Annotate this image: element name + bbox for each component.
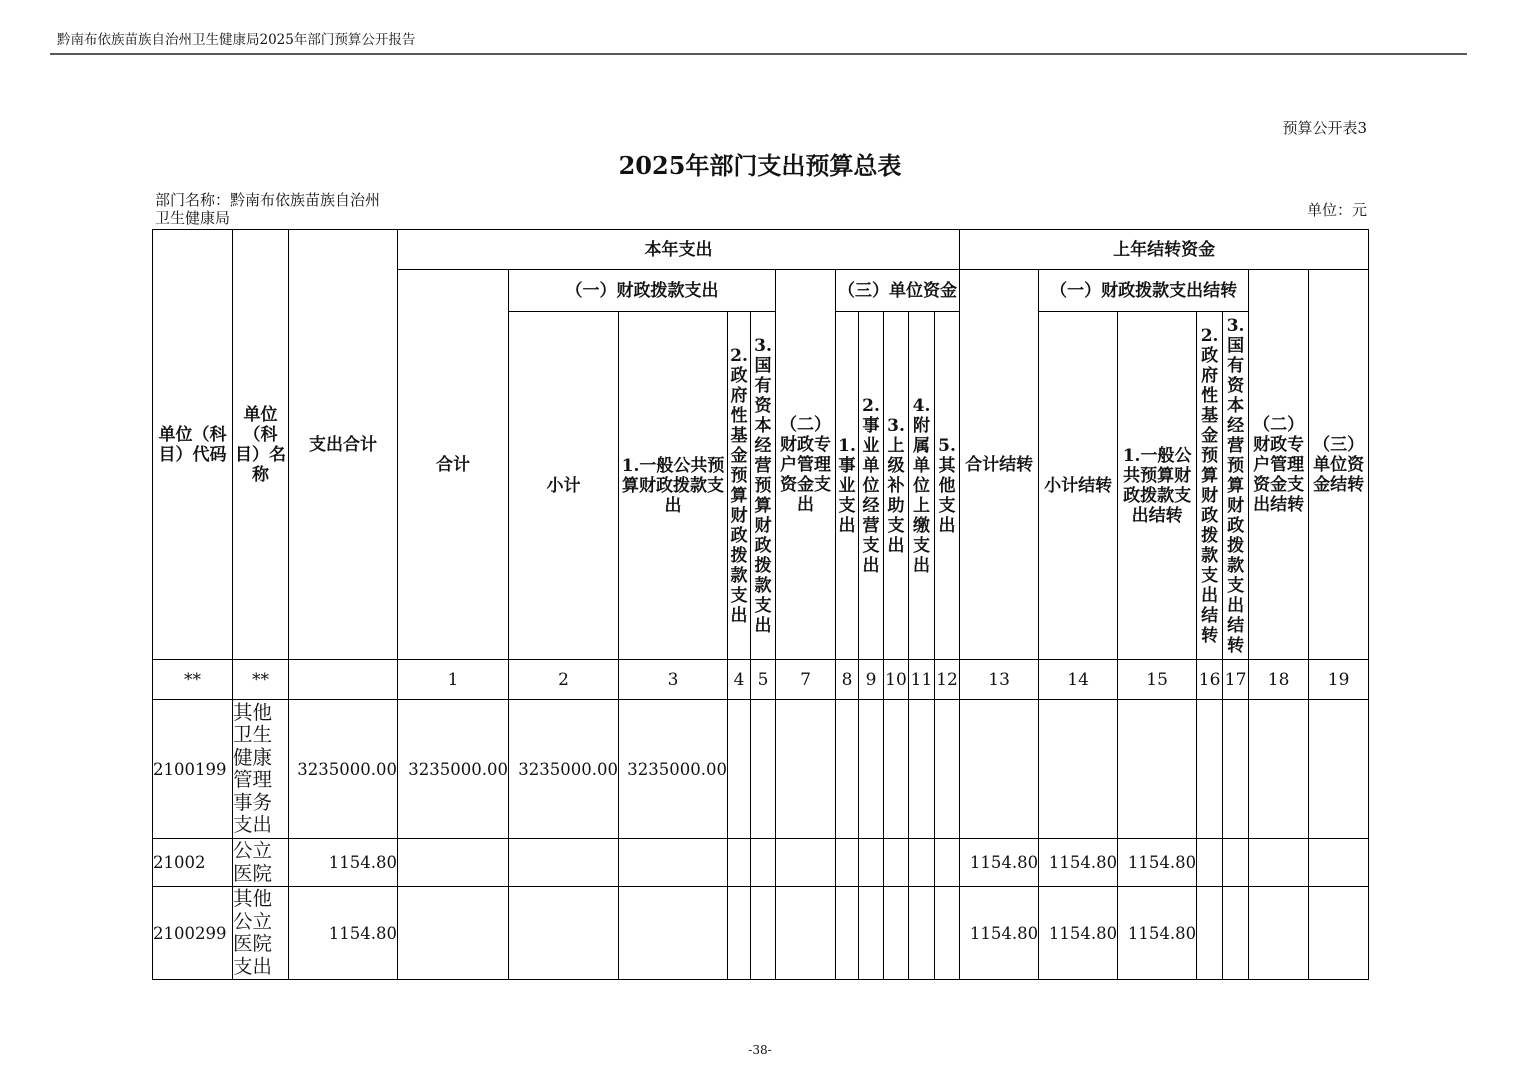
index-cell: 10 xyxy=(884,660,909,700)
header-current-general-budget: 1.一般公共预算财政拨款支出 xyxy=(619,312,728,660)
header-carryover-state-capital: 3.国有资本经营预算财政拨款支出结转 xyxy=(1223,312,1249,660)
row-total: 1154.80 xyxy=(289,887,398,980)
index-cell: 13 xyxy=(960,660,1039,700)
row-business-operation xyxy=(859,700,884,839)
table-row xyxy=(153,839,1369,887)
header-current-business: 1.事业支出 xyxy=(836,312,859,660)
header-carryover-fiscal: （一）财政拨款支出结转 xyxy=(1039,270,1249,312)
row-name: 其他公立医院支出 xyxy=(233,887,289,980)
index-cell: 17 xyxy=(1223,660,1249,700)
row-business xyxy=(836,887,859,980)
page-number: -38- xyxy=(748,1043,772,1057)
row-carryover-unit-funds xyxy=(1309,839,1369,887)
row-carryover-state-capital xyxy=(1223,839,1249,887)
row-carryover-general: 1154.80 xyxy=(1118,839,1197,887)
row-fiscal-subtotal xyxy=(509,887,619,980)
budget-table xyxy=(152,229,1369,980)
index-cell: 2 xyxy=(509,660,619,700)
row-carryover-special-account xyxy=(1249,887,1309,980)
header-current-state-capital: 3.国有资本经营预算财政拨款支出 xyxy=(751,312,776,660)
header-carryover-fiscal-subtotal: 小计结转 xyxy=(1039,312,1118,660)
row-affiliated-remit xyxy=(909,839,935,887)
index-cell: 8 xyxy=(836,660,859,700)
row-carryover-subtotal: 1154.80 xyxy=(1039,887,1118,980)
index-cell: 14 xyxy=(1039,660,1118,700)
index-cell: 19 xyxy=(1309,660,1369,700)
row-superior-subsidy xyxy=(884,839,909,887)
row-business-operation xyxy=(859,839,884,887)
header-total: 支出合计 xyxy=(289,230,398,660)
header-current-unit-funds: （三）单位资金 xyxy=(836,270,960,312)
row-state-capital xyxy=(751,887,776,980)
department-line-2: 卫生健康局 xyxy=(155,209,231,227)
header-current-superior-subsidy: 3.上级补助支出 xyxy=(884,312,909,660)
row-carryover-general xyxy=(1118,700,1197,839)
index-cell: 12 xyxy=(935,660,960,700)
index-cell: ** xyxy=(153,660,233,700)
row-name: 其他卫生健康管理事务支出 xyxy=(233,700,289,839)
index-cell: 4 xyxy=(728,660,751,700)
header-current-other: 5.其他支出 xyxy=(935,312,960,660)
row-special-account xyxy=(776,700,836,839)
index-cell: 9 xyxy=(859,660,884,700)
table-row xyxy=(153,700,1369,839)
header-current-total: 合计 xyxy=(398,270,509,660)
index-cell: ** xyxy=(233,660,289,700)
row-affiliated-remit xyxy=(909,887,935,980)
index-cell: 15 xyxy=(1118,660,1197,700)
row-business xyxy=(836,700,859,839)
row-carryover-subtotal: 1154.80 xyxy=(1039,839,1118,887)
header-code: 单位（科目）代码 xyxy=(153,230,233,660)
row-fiscal-subtotal: 3235000.00 xyxy=(509,700,619,839)
header-current-gov-fund: 2.政府性基金预算财政拨款支出 xyxy=(728,312,751,660)
row-code: 2100299 xyxy=(153,887,233,980)
row-gov-fund xyxy=(728,839,751,887)
row-fiscal-subtotal xyxy=(509,839,619,887)
index-cell: 7 xyxy=(776,660,836,700)
row-code: 2100199 xyxy=(153,700,233,839)
row-carryover-unit-funds xyxy=(1309,887,1369,980)
header-carryover-gov-fund: 2.政府性基金预算财政拨款支出结转 xyxy=(1197,312,1223,660)
index-cell: 3 xyxy=(619,660,728,700)
header-rule xyxy=(50,53,1467,55)
row-carryover-state-capital xyxy=(1223,887,1249,980)
row-business-operation xyxy=(859,887,884,980)
header-name: 单位（科目）名称 xyxy=(233,230,289,660)
header-prior-carryover: 上年结转资金 xyxy=(960,230,1369,270)
row-other xyxy=(935,700,960,839)
row-carryover-special-account xyxy=(1249,700,1309,839)
header-current-fiscal-subtotal: 小计 xyxy=(509,312,619,660)
row-state-capital xyxy=(751,700,776,839)
header-carryover-special-account: （二）财政专户管理资金支出结转 xyxy=(1249,270,1309,660)
row-carryover-total xyxy=(960,700,1039,839)
row-affiliated-remit xyxy=(909,700,935,839)
index-cell-empty xyxy=(289,660,398,700)
row-other xyxy=(935,887,960,980)
row-total: 1154.80 xyxy=(289,839,398,887)
header-current-special-account: （二）财政专户管理资金支出 xyxy=(776,270,836,660)
row-general-budget xyxy=(619,839,728,887)
row-superior-subsidy xyxy=(884,700,909,839)
index-cell: 11 xyxy=(909,660,935,700)
index-cell: 1 xyxy=(398,660,509,700)
header-current-business-operation: 2.事业单位经营支出 xyxy=(859,312,884,660)
row-general-budget: 3235000.00 xyxy=(619,700,728,839)
header-current-fiscal: （一）财政拨款支出 xyxy=(509,270,776,312)
row-state-capital xyxy=(751,839,776,887)
row-carryover-special-account xyxy=(1249,839,1309,887)
row-carryover-gov-fund xyxy=(1197,839,1223,887)
department-name xyxy=(155,191,380,227)
row-current-total xyxy=(398,887,509,980)
index-cell: 5 xyxy=(751,660,776,700)
row-carryover-total: 1154.80 xyxy=(960,839,1039,887)
row-carryover-subtotal xyxy=(1039,700,1118,839)
row-current-total: 3235000.00 xyxy=(398,700,509,839)
row-name: 公立医院 xyxy=(233,839,289,887)
row-current-total xyxy=(398,839,509,887)
row-code: 21002 xyxy=(153,839,233,887)
row-gov-fund xyxy=(728,700,751,839)
page-header: 黔南布依族苗族自治州卫生健康局2025年部门预算公开报告 xyxy=(57,32,416,48)
row-special-account xyxy=(776,887,836,980)
row-superior-subsidy xyxy=(884,887,909,980)
row-carryover-state-capital xyxy=(1223,700,1249,839)
index-cell: 18 xyxy=(1249,660,1309,700)
row-carryover-gov-fund xyxy=(1197,700,1223,839)
department-line-1: 部门名称：黔南布依族苗族自治州 xyxy=(155,191,381,209)
unit-label: 单位：元 xyxy=(1306,201,1367,219)
index-cell: 16 xyxy=(1197,660,1223,700)
row-carryover-total: 1154.80 xyxy=(960,887,1039,980)
row-gov-fund xyxy=(728,887,751,980)
row-carryover-unit-funds xyxy=(1309,700,1369,839)
row-special-account xyxy=(776,839,836,887)
row-general-budget xyxy=(619,887,728,980)
header-carryover-total: 合计结转 xyxy=(960,270,1039,660)
row-business xyxy=(836,839,859,887)
header-current-year: 本年支出 xyxy=(398,230,960,270)
header-carryover-unit-funds: （三）单位资金结转 xyxy=(1309,270,1369,660)
row-total: 3235000.00 xyxy=(289,700,398,839)
row-carryover-general: 1154.80 xyxy=(1118,887,1197,980)
row-other xyxy=(935,839,960,887)
table-row xyxy=(153,887,1369,980)
header-carryover-general-budget: 1.一般公共预算财政拨款支出结转 xyxy=(1118,312,1197,660)
table-label: 预算公开表3 xyxy=(1282,119,1367,137)
index-row xyxy=(153,660,1369,700)
page-title: 2025年部门支出预算总表 xyxy=(618,151,902,180)
header-current-affiliated-remit: 4.附属单位上缴支出 xyxy=(909,312,935,660)
row-carryover-gov-fund xyxy=(1197,887,1223,980)
